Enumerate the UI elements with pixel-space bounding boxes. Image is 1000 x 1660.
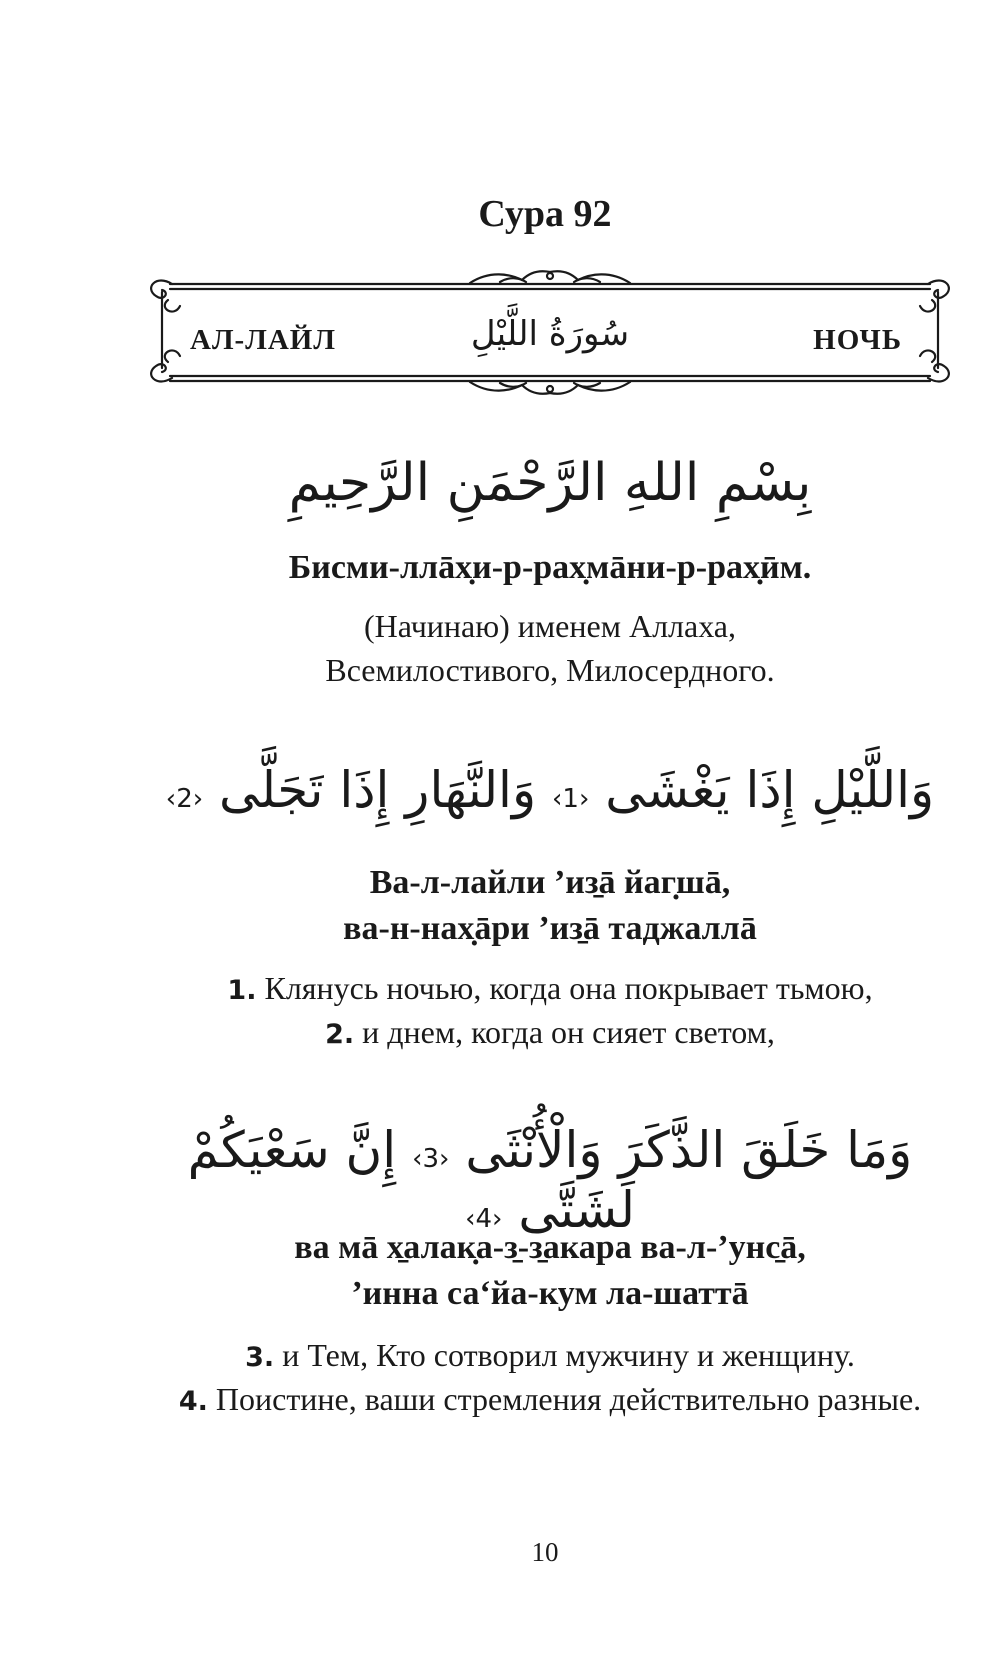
verse-4-arabic: إِنَّ سَعْيَكُمْ لَشَتَّى	[187, 1121, 635, 1239]
sura-name-translit: АЛ-ЛАЙЛ	[190, 324, 336, 356]
verses-1-2-arabic	[140, 760, 960, 820]
verses-3-4-translit: ва мā х̱алак̣а-з̱-з̱акара ва-л-’унс̱ā, ’инна са‘йа-кум ла-шаттā	[294, 1229, 806, 1313]
verse-2-arabic: وَالنَّهَارِ إِذَا تَجَلَّى	[219, 761, 537, 819]
verses-1-2-translit: Ва-л-лайли ’из̱ā йаг̣шā, ва-н-нах̣āри ’из̱ā таджаллā	[343, 864, 757, 948]
sura-name-arabic: سُورَةُ اللَّيْلِ	[470, 314, 630, 354]
verse-marker-2: ‹2›	[165, 784, 204, 814]
verses-3-4-arabic	[140, 1120, 960, 1240]
basmala-arabic: بِسْمِ اللهِ الرَّحْمَنِ الرَّحِيمِ	[288, 453, 812, 513]
sura-title-banner	[150, 270, 950, 420]
verse-1-translation: 1. Клянусь ночью, когда она покрывает тьмою,	[227, 970, 873, 1006]
verse-marker-4: ‹4›	[465, 1204, 503, 1234]
verse-3-arabic: وَمَا خَلَقَ الذَّكَرَ وَالْأُنْثَى	[465, 1121, 913, 1179]
verses-1-2-translation	[140, 966, 960, 1054]
verse-marker-1: ‹1›	[552, 784, 590, 814]
sura-name-translation: НОЧЬ	[813, 324, 902, 356]
basmala-translit: Бисми-ллāх̣и-р-рах̣мāни-р-рах̣ӣм.	[288, 549, 812, 586]
verse-marker-3: ‹3›	[412, 1144, 450, 1174]
verse-1-arabic: وَاللَّيْلِ إِذَا يَغْشَى	[605, 761, 935, 819]
sura-number: Сура 92	[478, 193, 612, 235]
verse-4-translation: 4. Поистине, ваши стремления действительно разные.	[178, 1381, 922, 1418]
basmala-translation: (Начинаю) именем Аллаха, Всемилостивого, Милосердного.	[325, 608, 775, 689]
page-number: 10	[531, 1537, 559, 1567]
verse-2-translation: 2. и днем, когда он сияет светом,	[325, 1014, 775, 1051]
verses-3-4-translation	[140, 1333, 960, 1421]
verse-3-translation: 3. и Тем, Кто сотворил мужчину и женщину.	[245, 1337, 855, 1373]
